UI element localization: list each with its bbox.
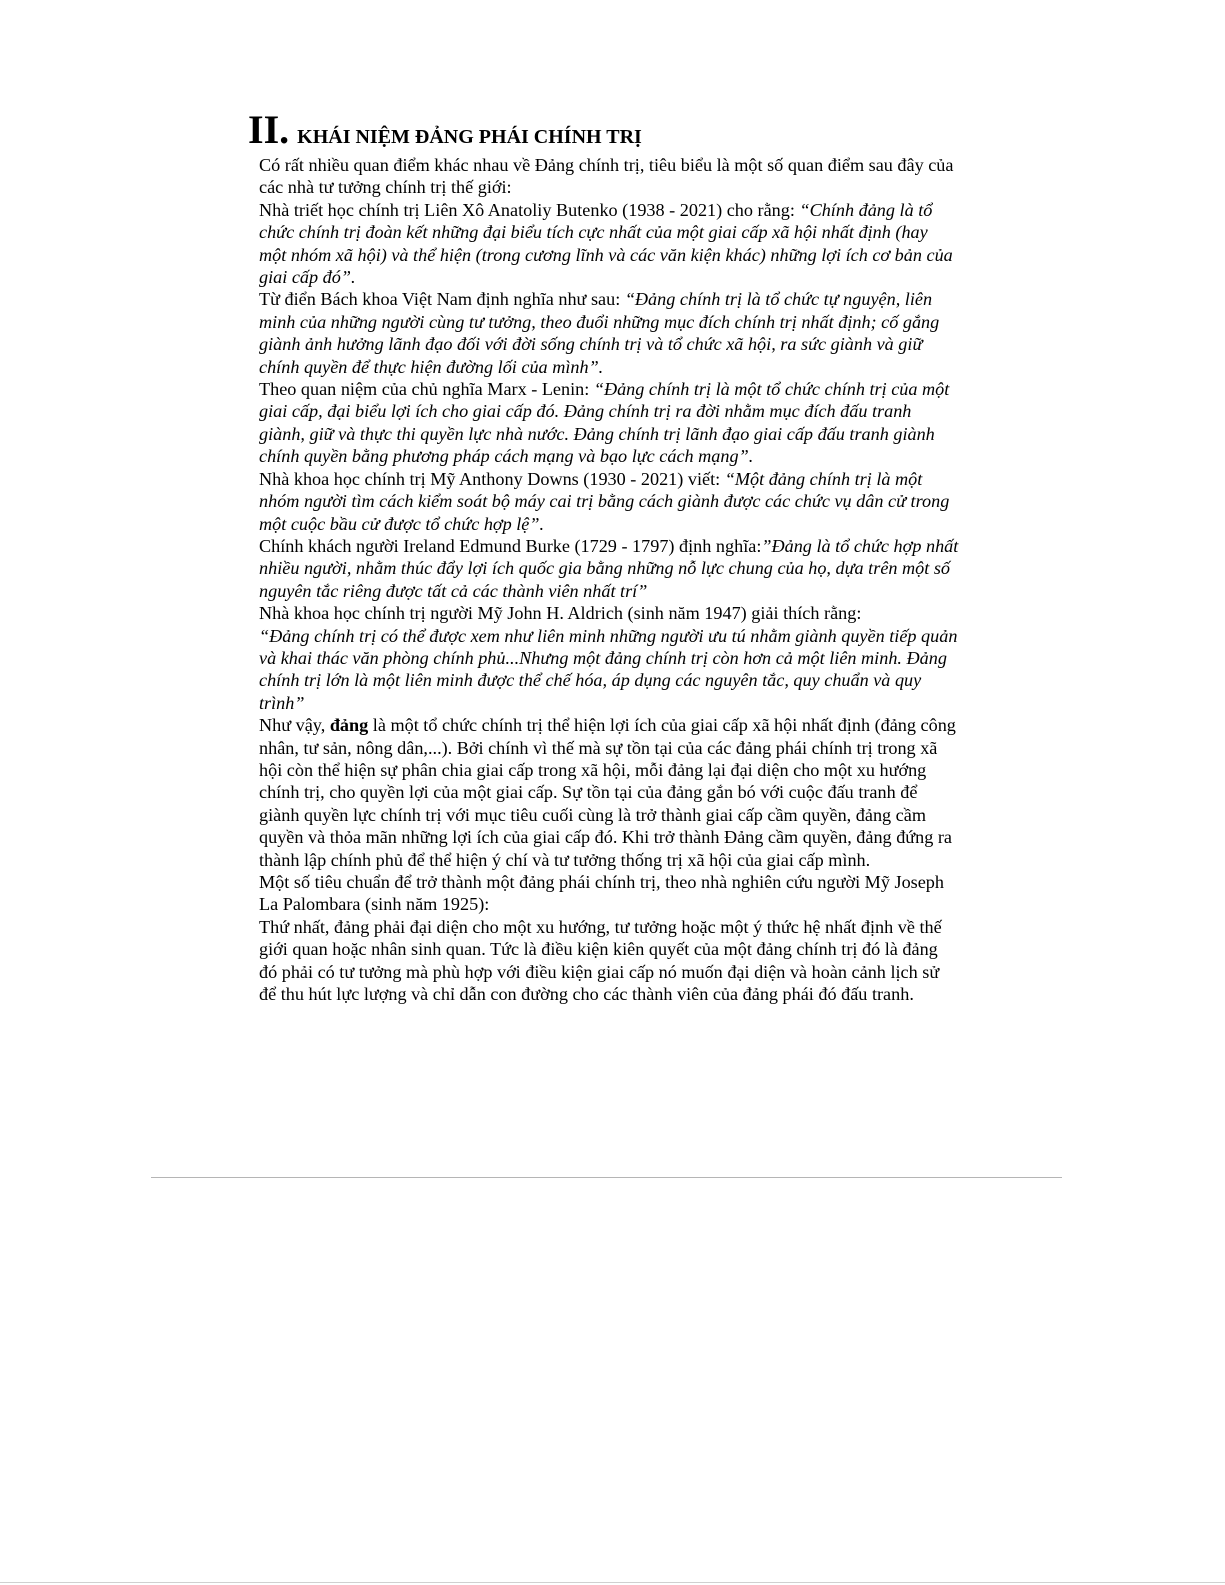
paragraph-aldrich: Nhà khoa học chính trị người Mỹ John H. Aldrich (sinh năm 1947) giải thích rằng: <box>259 603 862 624</box>
section-numeral: II. <box>248 107 290 152</box>
paragraph-downs <box>259 468 959 535</box>
bottom-edge-line <box>0 1582 1225 1583</box>
burke-lead: Chính khách người Ireland Edmund Burke (1729 - 1797) định nghĩa: <box>259 535 762 556</box>
encyclopedia-quote: “Đảng chính trị là tổ chức tự nguyện, liên minh của những người cùng tư tưởng, theo đuổi những mục đích chính trị nhất định; cố gắng giành ảnh hưởng lãnh đạo đối với đời sống chính trị và tổ chức xã hội, ra sức giành và giữ chính quyền để thực hiện đường lối của mình”. <box>259 289 940 377</box>
paragraph-criteria: Một số tiêu chuẩn để trở thành một đảng phái chính trị, theo nhà nghiên cứu người Mỹ Joseph La Palombara (sinh năm 1925): <box>259 872 944 915</box>
encyclopedia-lead: Từ điển Bách khoa Việt Nam định nghĩa như sau: <box>259 289 625 310</box>
burke-quote: ”Đảng là tổ chức hợp nhất nhiều người, nhằm thúc đẩy lợi ích quốc gia bằng những nỗ lực chung của họ, dựa trên một số nguyên tắc riêng được tất cả các thành viên nhất trí” <box>259 535 959 601</box>
butenko-quote: “Chính đảng là tổ chức chính trị đoàn kết những đại biểu tích cực nhất của một giai cấp xã hội nhất định (hay một nhóm xã hội) và thể hiện (trong cương lĩnh và các văn kiện khác) những lợi ích cơ bản của giai cấp đó”. <box>259 199 953 288</box>
section-title: KHÁI NIỆM ĐẢNG PHÁI CHÍNH TRỊ <box>297 126 642 148</box>
paragraph-marx-lenin <box>259 378 959 468</box>
paragraph-summary <box>259 714 959 871</box>
butenko-lead: Nhà triết học chính trị Liên Xô Anatoliy Butenko (1938 - 2021) cho rằng: <box>259 199 800 220</box>
section-heading <box>248 108 968 152</box>
paragraph-first-criterion: Thứ nhất, đảng phải đại diện cho một xu hướng, tư tưởng hoặc một ý thức hệ nhất định về thế giới quan hoặc nhân sinh quan. Tức là điều kiện kiên quyết của một đảng chính trị đó là đảng đó phải có tư tưởng mà phù hợp với điều kiện giai cấp nó muốn đại diện và hoàn cảnh lịch sử để thu hút lực lượng và chỉ dẫn con đường cho các thành viên của đảng phái đó đấu tranh. <box>259 916 942 1005</box>
document-page <box>248 108 968 1005</box>
paragraph-intro: Có rất nhiều quan điểm khác nhau về Đảng chính trị, tiêu biểu là một số quan điểm sau đây của các nhà tư tưởng chính trị thế giới: <box>259 155 954 198</box>
downs-lead: Nhà khoa học chính trị Mỹ Anthony Downs (1930 - 2021) viết: <box>259 468 725 489</box>
page-divider <box>151 1177 1062 1178</box>
paragraph-butenko <box>259 199 959 289</box>
paragraph-encyclopedia <box>259 288 959 378</box>
summary-before: Như vậy, <box>259 715 330 736</box>
paragraph-burke <box>259 535 959 602</box>
summary-bold-term: đảng <box>329 715 369 736</box>
marx-quote: “Đảng chính trị là một tổ chức chính trị của một giai cấp, đại biểu lợi ích cho giai cấp đó. Đảng chính trị ra đời nhằm mục đích đấu tranh giành, giữ và thực thi quyền lực nhà nước. Đảng chính trị lãnh đạo giai cấp đấu tranh giành chính quyền bằng phương pháp cách mạng và bạo lực cách mạng”. <box>259 379 950 467</box>
aldrich-quote: “Đảng chính trị có thể được xem như liên minh những người ưu tú nhằm giành quyền tiếp quản và khai thác văn phòng chính phủ...Nhưng một đảng chính trị còn hơn cả một liên minh. Đảng chính trị lớn là một liên minh được thể chế hóa, áp dụng các nguyên tắc, quy chuẩn và quy trình” <box>259 625 958 713</box>
marx-lead: Theo quan niệm của chủ nghĩa Marx - Lenin: <box>259 379 594 400</box>
document-body <box>259 154 959 1005</box>
downs-quote: “Một đảng chính trị là một nhóm người tìm cách kiểm soát bộ máy cai trị bằng cách giành được các chức vụ dân cử trong một cuộc bầu cử được tổ chức hợp lệ”. <box>259 468 950 534</box>
summary-after: là một tổ chức chính trị thể hiện lợi ích của giai cấp xã hội nhất định (đảng công nhân, tư sản, nông dân,...). Bởi chính vì thế mà sự tồn tại của các đảng phái chính trị trong xã hội còn thể hiện sự phân chia giai cấp trong xã hội, mỗi đảng lại đại diện cho một xu hướng chính trị, cho quyền lợi của một giai cấp. Sự tồn tại của đảng gắn bó với cuộc đấu tranh để giành quyền lực chính trị với mục tiêu cuối cùng là trở thành giai cấp cầm quyền, đảng cầm quyền và thỏa mãn những lợi ích của giai cấp đó. Khi trở thành Đảng cầm quyền, đảng đứng ra thành lập chính phủ để thể hiện ý chí và tư tưởng thống trị xã hội của giai cấp mình. <box>259 715 956 870</box>
